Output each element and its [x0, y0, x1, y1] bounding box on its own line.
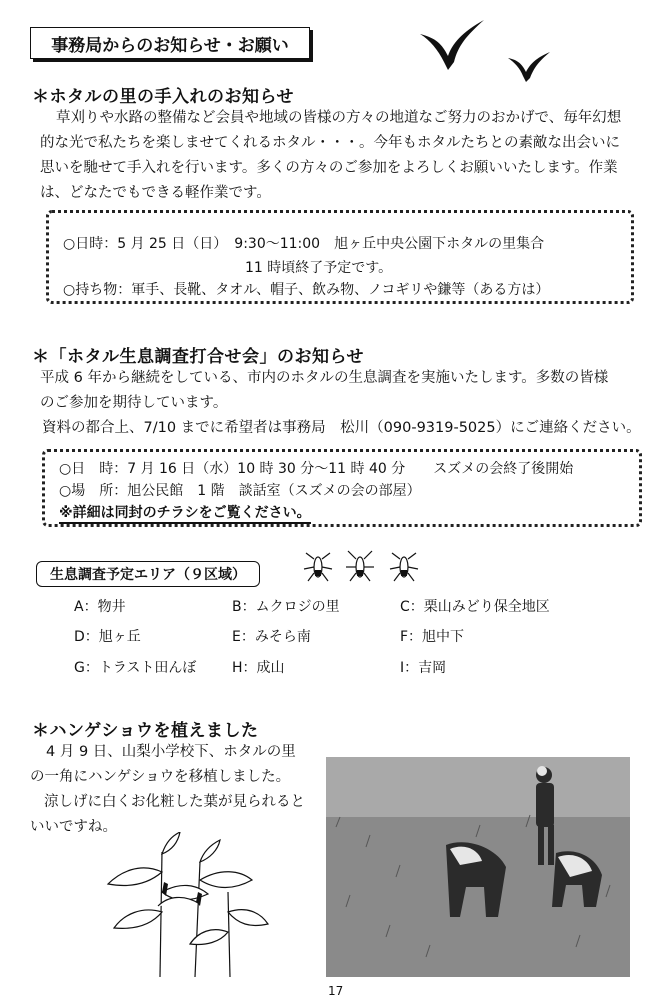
- section-heading-survey-meeting: ＊「ホタル生息調査打合せ会」のお知らせ: [32, 347, 364, 367]
- firefly-icon: [298, 545, 428, 585]
- area-list-title: [36, 561, 260, 587]
- area-f: F：旭中下: [400, 629, 465, 645]
- swallow-icon: [418, 14, 558, 84]
- maintenance-end-line: 11 時頃終了予定です。: [245, 260, 393, 276]
- paragraph-line: 資料の都合上、7/10 までに希望者は事務局 松川（090-9319-5025）にご連絡ください。: [42, 420, 641, 436]
- hangeshou-plant-illustration: [100, 832, 270, 977]
- survey-place-line: ○場 所：旭公民館 1 階 談話室（スズメの会の部屋）: [59, 483, 421, 499]
- paragraph-line: 的な光で私たちを楽しませてくれるホタル・・・。今年もホタルたちとの素敵な出会いに: [40, 135, 620, 151]
- area-g: G：トラスト田んぼ: [74, 660, 197, 676]
- notice-header: [30, 27, 310, 59]
- area-b: B：ムクロジの里: [232, 599, 340, 615]
- notice-header-title: 事務局からのお知らせ・お願い: [51, 35, 289, 56]
- maintenance-details-box: [46, 210, 634, 304]
- area-d: D：旭ヶ丘: [74, 629, 141, 645]
- section-heading-maintenance: ＊ホタルの里の手入れのお知らせ: [32, 87, 294, 107]
- maintenance-paragraph: [40, 106, 650, 206]
- paragraph-line: 涼しげに白くお化粧した葉が見られると: [44, 794, 305, 810]
- area-h: H：成山: [232, 660, 285, 676]
- paragraph-line: 草刈りや水路の整備など会員や地域の皆様の方々の地道なご努力のおかげで、毎年幻想: [56, 110, 622, 126]
- survey-note-line: ※詳細は同封のチラシをご覧ください。: [59, 502, 311, 524]
- survey-date-line: ○日 時：7 月 16 日（水）10 時 30 分～11 時 40 分 スズメの会終了後開始: [59, 461, 574, 477]
- survey-paragraph: [40, 366, 655, 441]
- area-a: A：物井: [74, 599, 126, 615]
- area-c: C：栗山みどり保全地区: [400, 599, 550, 615]
- maintenance-date-line: ○日時：5 月 25 日（日） 9:30～11:00 旭ヶ丘中央公園下ホタルの里集合: [63, 236, 545, 252]
- page-number: 17: [328, 984, 344, 998]
- paragraph-line: の一角にハンゲショウを移植しました。: [30, 769, 291, 785]
- planting-photo: [326, 757, 630, 977]
- hangeshou-paragraph: [30, 740, 320, 840]
- survey-details-box: [42, 449, 642, 527]
- paragraph-line: 平成 6 年から継続をしている、市内のホタルの生息調査を実施いたします。多数の皆様: [40, 370, 609, 386]
- paragraph-line: のご参加を期待しています。: [40, 395, 228, 411]
- area-list-title-text: 生息調査予定エリア（９区域）: [50, 567, 246, 583]
- area-e: E：みそら南: [232, 629, 311, 645]
- paragraph-line: 4 月 9 日、山梨小学校下、ホタルの里: [46, 744, 296, 760]
- maintenance-items-line: ○持ち物：軍手、長靴、タオル、帽子、飲み物、ノコギリや鎌等（ある方は）: [63, 282, 550, 298]
- paragraph-line: は、どなたでもできる軽作業です。: [40, 185, 271, 201]
- area-i: I：吉岡: [400, 660, 447, 676]
- paragraph-line: 思いを馳せて手入れを行います。多くの方々のご参加をよろしくお願いいたします。作業: [40, 160, 618, 176]
- section-heading-hangeshou: ＊ハンゲショウを植えました: [32, 721, 259, 741]
- paragraph-line: いいですね。: [30, 819, 117, 835]
